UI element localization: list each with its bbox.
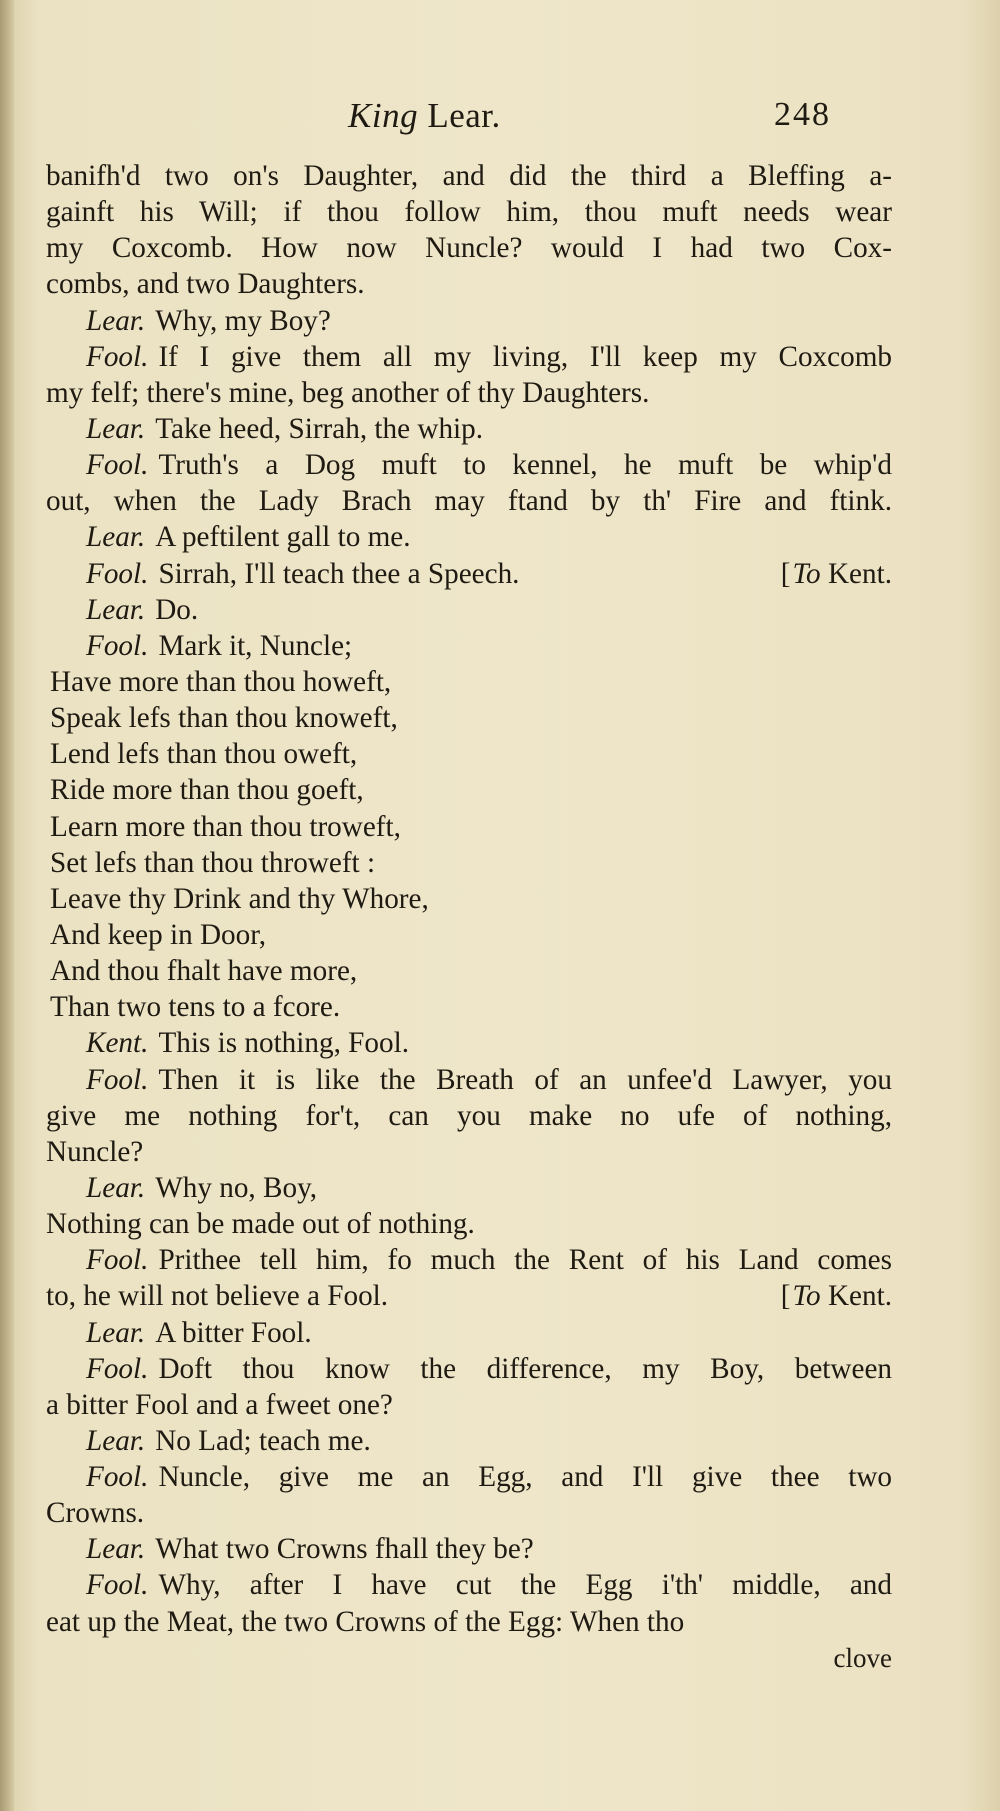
line-text: What two Crowns fhall they be?: [155, 1533, 534, 1566]
line-text: my felf; there's mine, beg another of thy Daughters.: [46, 376, 650, 409]
speaker-name: Lear.: [86, 1171, 146, 1204]
running-title-rest: Lear.: [418, 96, 501, 135]
line-text: Nothing can be made out of nothing.: [46, 1208, 475, 1241]
line-text: Set lefs than thou throweft :: [50, 846, 376, 879]
verse-line: [46, 809, 892, 845]
speaker-name: Fool.: [86, 629, 149, 662]
speech-line: [46, 1170, 892, 1206]
stage-direction-to: To: [792, 557, 821, 590]
line-text: Truth's a Dog muft to kennel, he muft be whip'd: [158, 449, 892, 482]
line-text: Sirrah, I'll teach thee a Speech.: [158, 557, 520, 590]
line-text: Do.: [155, 593, 199, 626]
speech-line: [46, 628, 892, 664]
line-text: Take heed, Sirrah, the whip.: [155, 412, 484, 445]
line-text: Why, after I have cut the Egg i'th' middle, and: [158, 1569, 892, 1602]
verse-line: [46, 845, 892, 881]
speaker-name: Lear.: [86, 1533, 146, 1566]
page-number: 248: [774, 96, 831, 133]
running-title: [348, 96, 501, 136]
line-text: give me nothing for't, can you make no ufe of nothing,: [46, 1099, 892, 1132]
running-title-italic: King: [348, 96, 419, 135]
verse-line: [46, 700, 892, 736]
line-text: Why no, Boy,: [155, 1171, 318, 1204]
text-line: [46, 230, 892, 266]
verse-line: [46, 953, 892, 989]
line-text: banifh'd two on's Daughter, and did the third a Bleffing a-: [46, 160, 892, 192]
running-header: [0, 96, 1000, 144]
speech-line: [46, 1459, 892, 1495]
line-text: Crowns.: [46, 1497, 145, 1530]
line-text: A bitter Fool.: [155, 1316, 312, 1349]
speaker-name: Fool.: [86, 1244, 149, 1277]
speaker-name: Lear.: [86, 412, 146, 445]
speaker-name: Fool.: [86, 449, 149, 482]
text-line: [46, 483, 892, 519]
stage-direction-bracket: [: [780, 1280, 791, 1313]
speech-line: [46, 1062, 892, 1098]
line-text: And keep in Door,: [50, 918, 267, 951]
line-text: Learn more than thou troweft,: [50, 810, 401, 843]
speech-line: [46, 592, 892, 628]
speaker-name: Fool.: [86, 1569, 149, 1602]
speech-line: [46, 1351, 892, 1387]
speech-line: [46, 519, 892, 555]
speaker-name: Fool.: [86, 557, 149, 590]
verse-line: [46, 664, 892, 700]
speaker-name: Lear.: [86, 521, 146, 554]
speaker-name: Fool.: [86, 1352, 149, 1385]
play-text: [46, 158, 892, 1676]
line-text: Lend lefs than thou oweft,: [50, 738, 358, 771]
speaker-name: Lear.: [86, 593, 146, 626]
stage-direction-to: To: [792, 1280, 821, 1313]
text-line: [46, 1387, 892, 1423]
line-text: Have more than thou howeft,: [50, 665, 392, 698]
line-text: Why, my Boy?: [155, 304, 331, 337]
speech-line: [46, 556, 892, 592]
verse-line: [46, 989, 892, 1025]
speech-line: [46, 339, 892, 375]
speech-line: [46, 447, 892, 483]
text-line: [46, 158, 892, 194]
line-text: No Lad; teach me.: [155, 1424, 371, 1457]
verse-line: [46, 736, 892, 772]
line-text: Leave thy Drink and thy Whore,: [50, 882, 429, 915]
line-text: eat up the Meat, the two Crowns of the Egg: When tho: [46, 1605, 685, 1638]
text-line: [46, 1495, 892, 1531]
speech-line: [46, 303, 892, 339]
line-text: Speak lefs than thou knoweft,: [50, 702, 398, 735]
text-line: [46, 1098, 892, 1134]
line-text: a bitter Fool and a fweet one?: [46, 1388, 393, 1421]
text-line: [46, 194, 892, 230]
line-text: And thou fhalt have more,: [50, 955, 358, 988]
speaker-name: Lear.: [86, 304, 146, 337]
line-text: Prithee tell him, fo much the Rent of his Land comes: [158, 1244, 892, 1277]
line-text: Then it is like the Breath of an unfee'd Lawyer, you: [158, 1063, 892, 1096]
line-text: gainft his Will; if thou follow him, thou muft needs wear: [46, 196, 892, 229]
text-line: [46, 1640, 892, 1676]
speech-line: [46, 1242, 892, 1278]
stage-direction-who: Kent.: [827, 1280, 892, 1313]
line-text: Nuncle?: [46, 1135, 144, 1168]
line-text: If I give them all my living, I'll keep my Coxcomb: [158, 340, 892, 373]
speech-line: [46, 1315, 892, 1351]
line-text: Nuncle, give me an Egg, and I'll give thee two: [158, 1461, 892, 1494]
stage-direction-bracket: [: [780, 557, 791, 590]
line-text: Mark it, Nuncle;: [158, 629, 353, 662]
binding-gutter: [0, 0, 14, 1811]
verse-line: [46, 881, 892, 917]
speaker-name: Kent.: [86, 1027, 149, 1060]
speaker-name: Fool.: [86, 340, 149, 373]
speech-line: [46, 1025, 892, 1061]
speaker-name: Lear.: [86, 1316, 146, 1349]
line-text: Ride more than thou goeft,: [50, 774, 364, 807]
line-text: out, when the Lady Brach may ftand by th' Fire and ftink.: [46, 485, 892, 518]
text-line: [46, 1604, 892, 1640]
line-text: A peftilent gall to me.: [155, 521, 411, 554]
speaker-name: Lear.: [86, 1424, 146, 1457]
speaker-name: Fool.: [86, 1063, 149, 1096]
speech-line: [46, 1423, 892, 1459]
line-text: This is nothing, Fool.: [158, 1027, 409, 1060]
stage-direction: [781, 1278, 892, 1314]
text-line: [46, 1206, 892, 1242]
line-text: Doft thou know the difference, my Boy, between: [158, 1352, 892, 1385]
stage-direction: [781, 556, 892, 592]
text-line: [46, 375, 892, 411]
line-text: to, he will not believe a Fool.: [46, 1280, 389, 1313]
text-line: [46, 1278, 892, 1314]
speaker-name: Fool.: [86, 1461, 149, 1494]
catchword: clove: [833, 1642, 892, 1673]
text-line: [46, 266, 892, 302]
line-text: combs, and two Daughters.: [46, 268, 365, 301]
stage-direction-who: Kent.: [827, 557, 892, 590]
verse-line: [46, 772, 892, 808]
line-text: Than two tens to a fcore.: [50, 991, 341, 1024]
speech-line: [46, 411, 892, 447]
speech-line: [46, 1531, 892, 1567]
speech-line: [46, 1567, 892, 1603]
verse-line: [46, 917, 892, 953]
text-line: [46, 1134, 892, 1170]
line-text: my Coxcomb. How now Nuncle? would I had two Cox-: [46, 232, 892, 265]
